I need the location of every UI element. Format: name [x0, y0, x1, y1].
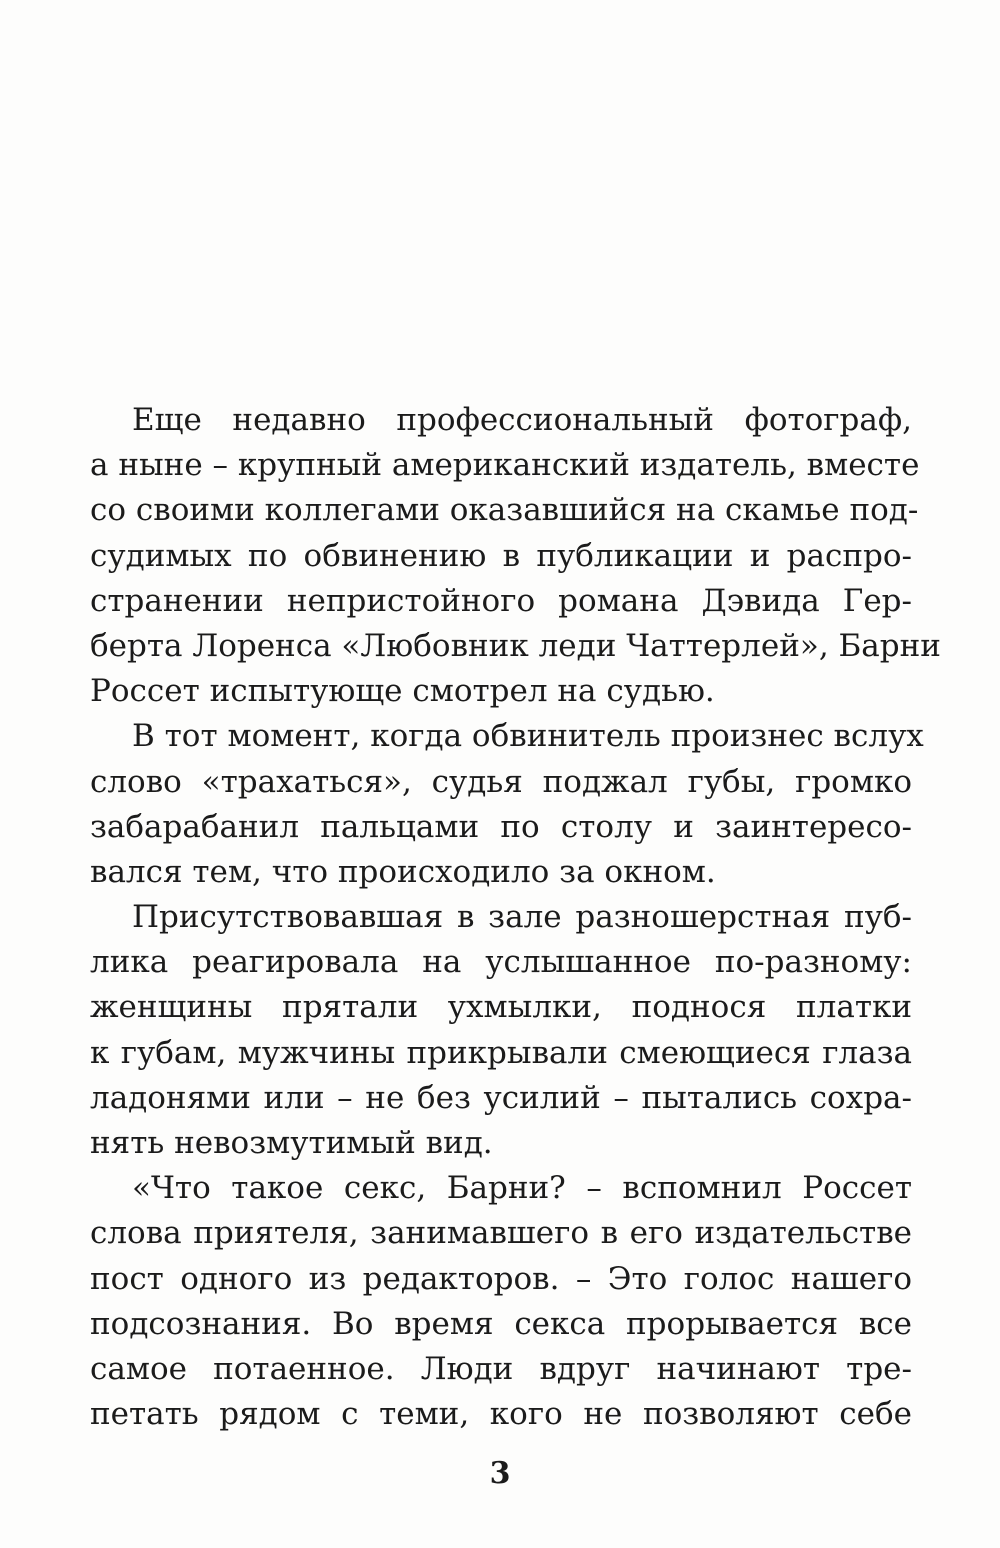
text-line: берта Лоренса «Любовник леди Чаттерлей», Барни [90, 627, 941, 664]
text-line: вался тем, что происходило за окном. [90, 853, 716, 890]
text-line: со своими коллегами оказавшийся на скамье под- [90, 492, 919, 529]
text-line: Присутствовавшая в зале разношерстная пуб- [132, 899, 912, 936]
text-line: забарабанил пальцами по столу и заинтересо- [90, 808, 912, 845]
text-line: лика реагировала на услышанное по-разному: [90, 944, 912, 981]
text-line: странении непристойного романа Дэвида Гер- [90, 582, 912, 619]
text-line: ладонями или – не без усилий – пытались сохра- [90, 1079, 912, 1116]
text-line: «Что такое секс, Барни? – вспомнил Россет [132, 1170, 912, 1207]
text-line: В тот момент, когда обвинитель произнес вслух [132, 718, 924, 755]
text-line: слова приятеля, занимавшего в его издательстве [90, 1215, 912, 1252]
text-line: Россет испытующе смотрел на судью. [90, 673, 715, 710]
text-line: а ныне – крупный американский издатель, вместе [90, 447, 920, 484]
text-line: нять невозмутимый вид. [90, 1125, 493, 1161]
text-line: женщины прятали ухмылки, поднося платки [90, 989, 912, 1026]
text-line: самое потаенное. Люди вдруг начинают тре- [90, 1350, 912, 1387]
text-line: Еще недавно профессиональный фотограф, [132, 402, 912, 438]
text-line: слово «трахаться», судья поджал губы, громко [90, 763, 912, 800]
page-number: 3 [489, 1456, 511, 1491]
text-line: к губам, мужчины прикрывали смеющиеся глаза [90, 1034, 912, 1071]
text-line: подсознания. Во время секса прорывается все [90, 1305, 912, 1342]
text-line: петать рядом с теми, кого не позволяют себе [90, 1396, 912, 1433]
text-line: пост одного из редакторов. – Это голос нашего [90, 1260, 912, 1297]
text-line: судимых по обвинению в публикации и распро- [90, 537, 912, 574]
body-text [90, 398, 941, 1437]
